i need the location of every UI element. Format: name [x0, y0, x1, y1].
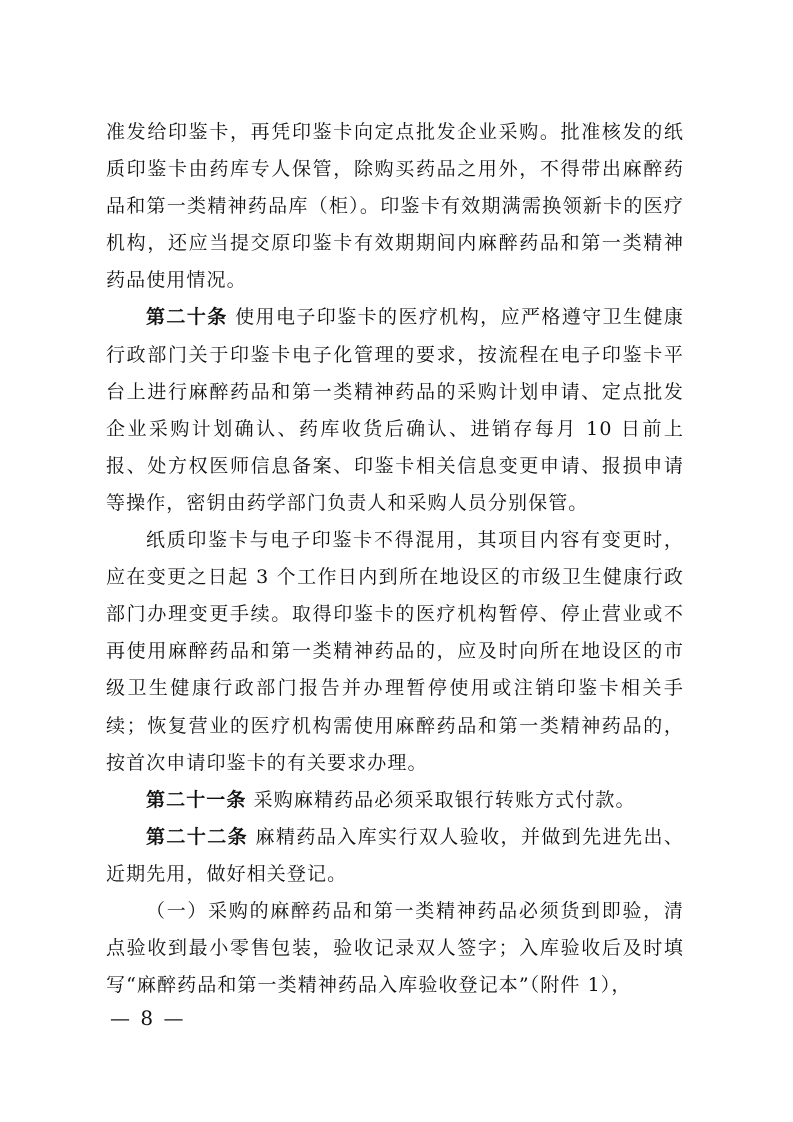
paragraph-text: （一）采购的麻醉药品和第一类精神药品必须货到即验，清点验收到最小零售包装，验收记录双人签字；入库验收后及时填写“麻醉药品和第一类精神药品入库验收登记本”（附件 1）， — [106, 899, 684, 997]
article-heading: 第二十条 — [146, 306, 228, 329]
article-heading: 第二十二条 — [146, 825, 249, 848]
paragraph-text: 麻精药品入库实行双人验收，并做到先进先出、近期先用，做好相关登记。 — [106, 825, 684, 885]
article-21 — [106, 782, 684, 819]
item-1 — [106, 893, 684, 1004]
paragraph-text: 使用电子印鉴卡的医疗机构，应严格遵守卫生健康行政部门关于印鉴卡电子化管理的要求，按流程在电子印鉴卡平台上进行麻醉药品和第一类精神药品的采购计划申请、定点批发企业采购计划确认、药库收货后确认、进销存每月 10 日前上报、处方权医师信息备案、印鉴卡相关信息变更申请、报损申请等操作，密钥由药学部门负责人和采购人员分别保管。 — [106, 306, 684, 514]
page-number: — 8 — — [110, 1006, 186, 1030]
paragraph-card-changes — [106, 522, 684, 782]
paragraph-text: 准发给印鉴卡，再凭印鉴卡向定点批发企业采购。批准核发的纸质印鉴卡由药库专人保管，除购买药品之用外，不得带出麻醉药品和第一类精神药品库（柜）。印鉴卡有效期满需换领新卡的医疗机构，还应当提交原印鉴卡有效期期间内麻醉药品和第一类精神药品使用情况。 — [106, 121, 684, 292]
article-heading: 第二十一条 — [146, 788, 247, 811]
body-text — [106, 114, 684, 1004]
article-20 — [106, 299, 684, 522]
paragraph-text: 纸质印鉴卡与电子印鉴卡不得混用，其项目内容有变更时，应在变更之日起 3 个工作日内到所在地设区的市级卫生健康行政部门办理变更手续。取得印鉴卡的医疗机构暂停、停止营业或不再使用麻醉药品和第一类精神药品的，应及时向所在地设区的市级卫生健康行政部门报告并办理暂停使用或注销印鉴卡相关手续；恢复营业的医疗机构需使用麻醉药品和第一类精神药品的，按首次申请印鉴卡的有关要求办理。 — [106, 529, 684, 774]
paragraph-text: 采购麻精药品必须采取银行转账方式付款。 — [246, 788, 636, 811]
article-22 — [106, 819, 684, 893]
paragraph-continuation — [106, 114, 684, 299]
